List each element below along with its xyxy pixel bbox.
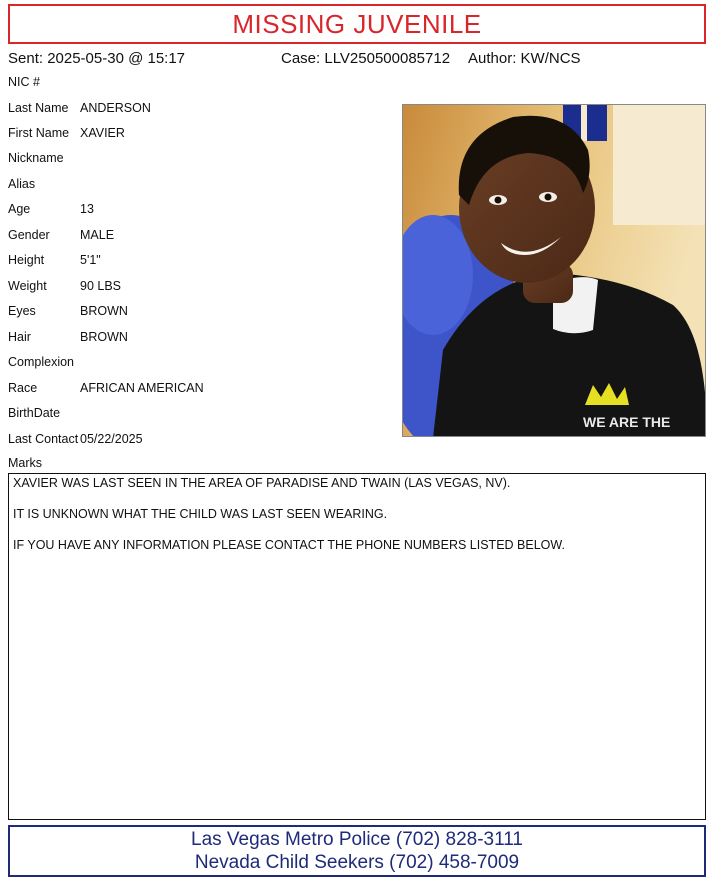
field-value: 5'1": [80, 253, 101, 267]
case-number: Case: LLV250500085712: [281, 50, 451, 67]
field-value: XAVIER: [80, 126, 125, 140]
field-label: Hair: [8, 330, 31, 344]
shirt-print-text: WE ARE THE: [583, 414, 671, 430]
field-label: Last Name: [8, 101, 69, 115]
field-label: NIC #: [8, 75, 40, 89]
field-label: Race: [8, 381, 38, 395]
field-value: 05/22/2025: [80, 432, 143, 446]
marks-box: [8, 473, 706, 820]
marks-label: Marks: [8, 456, 43, 470]
marks-line: IF YOU HAVE ANY INFORMATION PLEASE CONTACT THE PHONE NUMBERS LISTED BELOW.: [13, 538, 565, 552]
marks-line: XAVIER WAS LAST SEEN IN THE AREA OF PARADISE AND TWAIN (LAS VEGAS, NV).: [13, 476, 511, 490]
field-label: Height: [8, 253, 45, 267]
author: Author: KW/NCS: [468, 50, 581, 67]
subject-photo: [402, 104, 706, 437]
field-label: Last Contact: [8, 432, 79, 446]
field-label: BirthDate: [8, 406, 61, 420]
field-label: First Name: [8, 126, 70, 140]
field-label: Alias: [8, 177, 36, 191]
field-value: 13: [80, 202, 94, 216]
field-label: Eyes: [8, 304, 36, 318]
field-value: MALE: [80, 228, 115, 242]
field-value: 90 LBS: [80, 279, 122, 293]
contact-line-seekers: Nevada Child Seekers (702) 458-7009: [194, 852, 520, 873]
field-label: Gender: [8, 228, 50, 242]
field-label: Complexion: [8, 355, 75, 369]
contact-line-police: Las Vegas Metro Police (702) 828-3111: [191, 829, 523, 850]
field-value: ANDERSON: [80, 101, 151, 115]
sent-datetime: Sent: 2025-05-30 @ 15:17: [8, 50, 186, 67]
page-title: MISSING JUVENILE: [232, 8, 482, 39]
field-value: BROWN: [80, 330, 128, 344]
field-label: Age: [8, 202, 31, 216]
field-value: BROWN: [80, 304, 128, 318]
field-label: Nickname: [8, 151, 64, 165]
title-banner: [8, 4, 706, 44]
marks-line: IT IS UNKNOWN WHAT THE CHILD WAS LAST SEEN WEARING.: [13, 507, 388, 521]
field-label: Weight: [8, 279, 47, 293]
field-value: AFRICAN AMERICAN: [80, 381, 204, 395]
contact-footer: [8, 825, 706, 877]
